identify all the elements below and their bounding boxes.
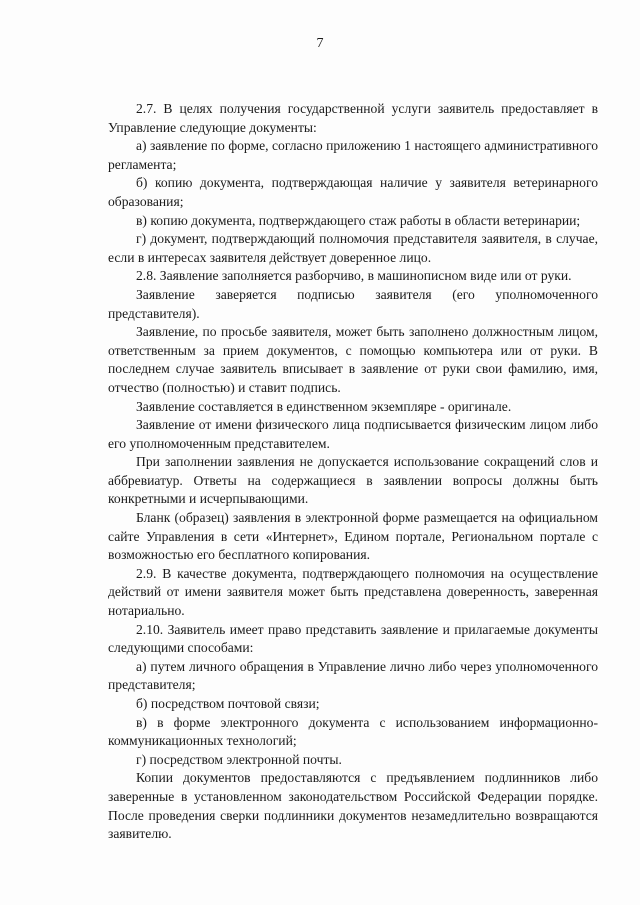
method-item-v: в) в форме электронного документа с использованием информационно-коммуникационных технологий; — [108, 714, 598, 749]
page-number: 7 — [316, 36, 324, 51]
paragraph-no-abbreviations: При заполнении заявления не допускается использование сокращений слов и аббревиатур. Ответы на содержащиеся в заявлении вопросы должны быть конкретными и исчерпывающими. — [108, 454, 598, 507]
method-item-a: а) путем личного обращения в Управление лично либо через уполномоченного представителя; — [108, 658, 598, 693]
paragraph-2-10: 2.10. Заявитель имеет право представить заявление и прилагаемые документы следующими способами: — [108, 621, 598, 656]
method-item-b: б) посредством почтовой связи; — [136, 696, 320, 711]
paragraph-physical-person: Заявление от имени физического лица подписывается физическим лицом либо его уполномоченным представителем. — [108, 417, 598, 451]
paragraph-signature: Заявление заверяется подписью заявителя (его уполномоченного представителя). — [108, 286, 598, 321]
paragraph-2-8: 2.8. Заявление заполняется разборчиво, в машинописном виде или от руки. — [136, 268, 572, 284]
list-item-a: а) заявление по форме, согласно приложению 1 настоящего административного регламента; — [108, 138, 598, 172]
method-item-g: г) посредством электронной почты. — [136, 751, 342, 767]
paragraph-single-copy: Заявление составляется в единственном экземпляре - оригинале. — [136, 398, 512, 414]
paragraph-2-7: 2.7. В целях получения государственной услуги заявитель предоставляет в Управление следующие документы: — [108, 101, 598, 135]
list-item-v: в) копию документа, подтверждающего стаж работы в области ветеринарии; — [136, 212, 581, 228]
document-body — [108, 100, 598, 844]
paragraph-official-fill: Заявление, по просьбе заявителя, может быть заполнено должностным лицом, ответственным за прием документов, с помощью компьютера или от руки. В последнем случае заявитель вписывает в заявление от руки свои фамилию, имя, отчество (полностью) и ставит подпись. — [108, 324, 598, 395]
paragraph-electronic-form: Бланк (образец) заявления в электронной форме размещается на официальном сайте Управления в сети «Интернет», Едином портале, Региональном портале с возможностью его бесплатного копирования. — [108, 510, 598, 563]
list-item-g: г) документ, подтверждающий полномочия представителя заявителя, в случае, если в интересах заявителя действует доверенное лицо. — [108, 231, 598, 265]
list-item-b: б) копию документа, подтверждающая наличие у заявителя ветеринарного образования; — [108, 175, 598, 209]
paragraph-copies: Копии документов предоставляются с предъявлением подлинников либо заверенные в установленном законодательством Российской Федерации порядке. После проведения сверки подлинники документов незамедлительно возвращаются заявителю. — [108, 770, 598, 842]
paragraph-2-9: 2.9. В качестве документа, подтверждающего полномочия на осуществление действий от имени заявителя может быть представлена доверенность, заверенная нотариально. — [108, 565, 598, 619]
